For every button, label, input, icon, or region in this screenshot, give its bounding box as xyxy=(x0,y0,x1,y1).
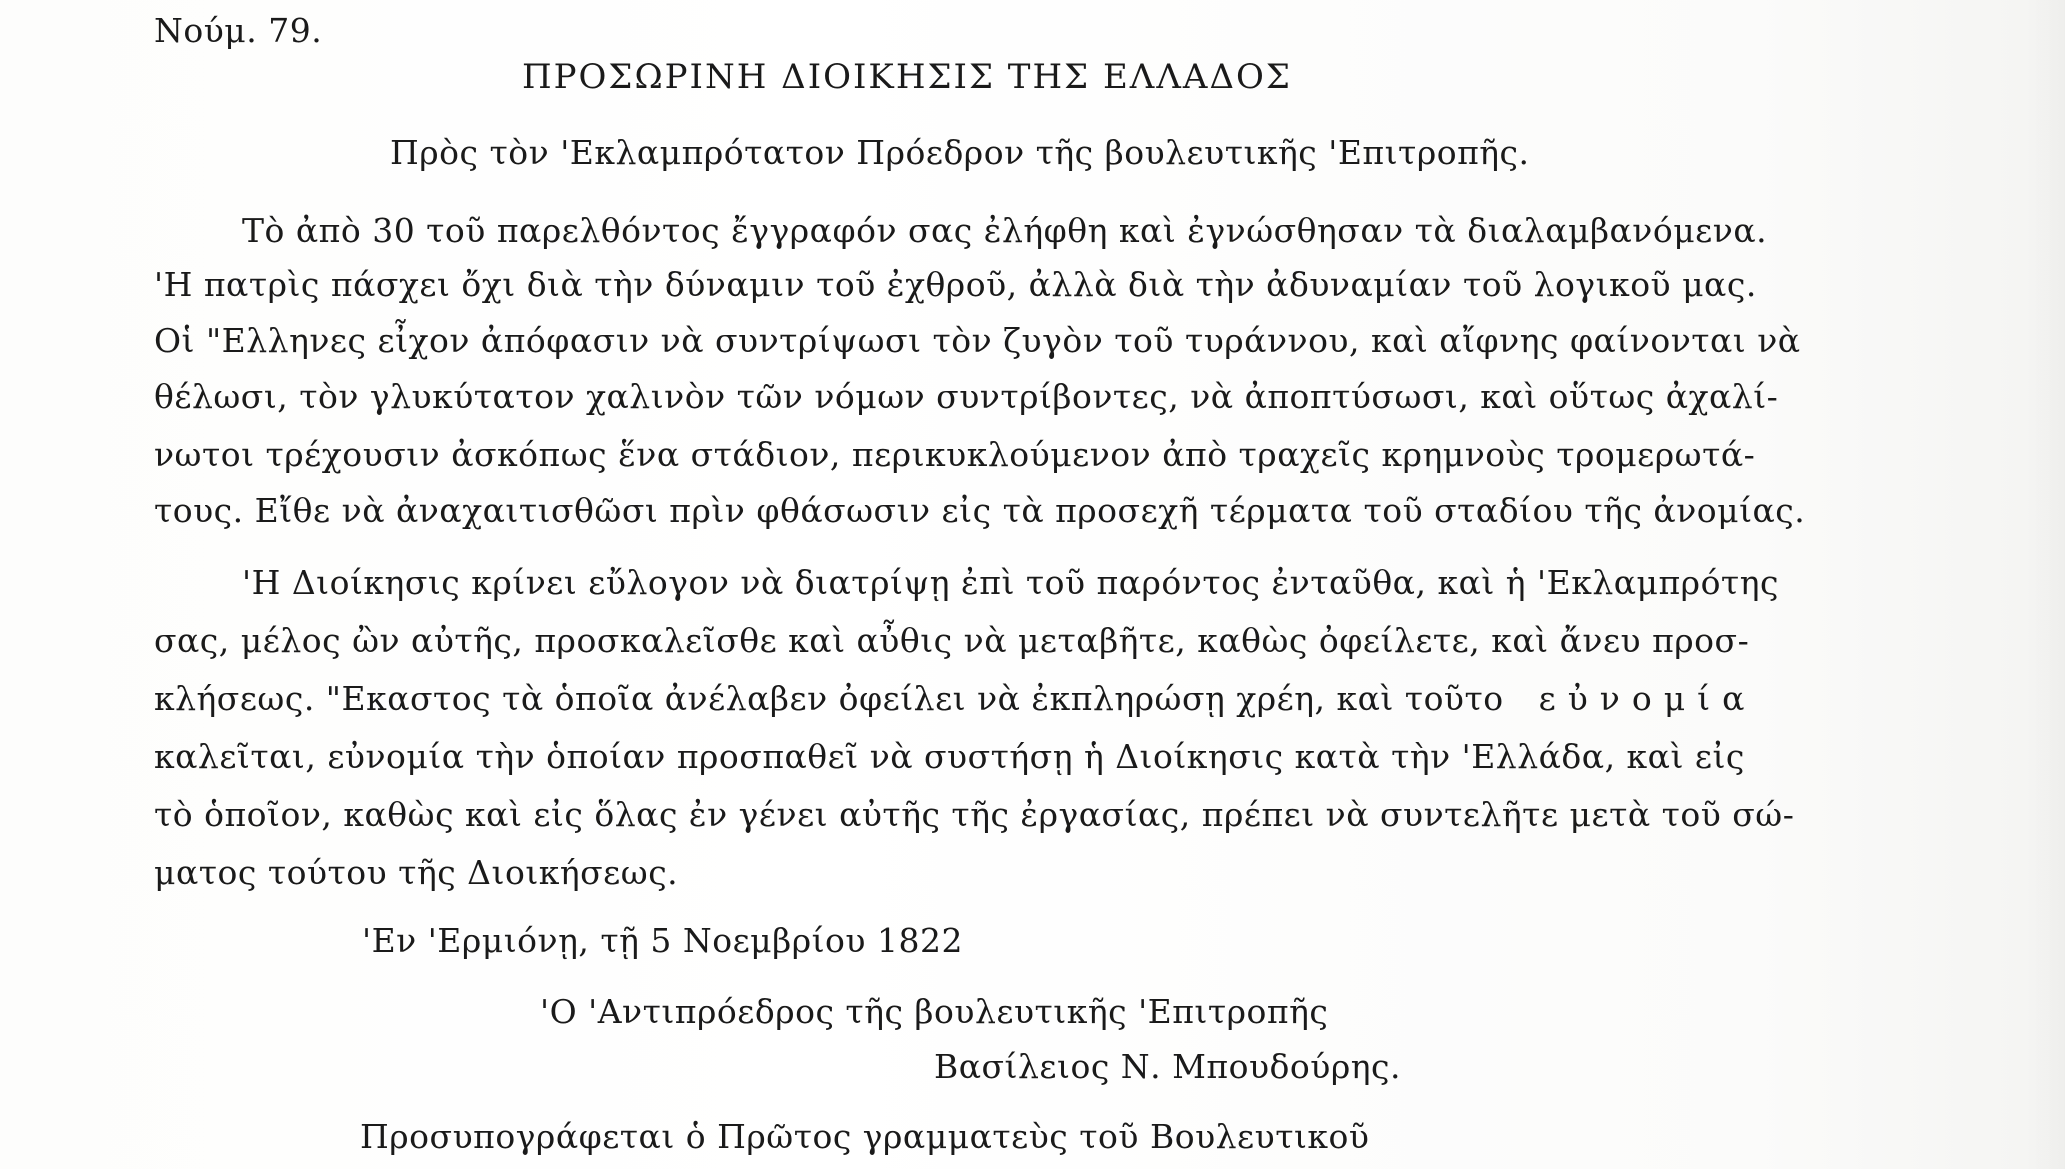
paragraph-1-line-6: τους. Εἴθε νὰ ἀναχαιτισθῶσι πρὶν φθάσωσιν εἰς τὰ προσεχῆ τέρματα τοῦ σταδίου τῆς ἀνομίας. xyxy=(154,491,1806,530)
document-heading: ΠΡΟΣΩΡΙΝΗ ΔΙΟΙΚΗΣΙΣ ΤΗΣ ΕΛΛΑΔΟΣ xyxy=(522,57,1292,97)
signer-name: Βασίλειος Ν. Μπουδούρης. xyxy=(934,1047,1401,1086)
paragraph-2-line-3 xyxy=(154,679,1757,718)
place-date: 'Εν 'Ερμιόνῃ, τῇ 5 Νοεμβρίου 1822 xyxy=(362,921,963,960)
paragraph-1-line-4: θέλωσι, τὸν γλυκύτατον χαλινὸν τῶν νόμων συντρίβοντες, νὰ ἀποπτύσωσι, καὶ οὕτως ἀχαλί- xyxy=(154,377,1779,416)
paragraph-1-line-1: Τὸ ἀπὸ 30 τοῦ παρελθόντος ἔγγραφόν σας ἐλήφθη καὶ ἐγνώσθησαν τὰ διαλαμβανόμενα. xyxy=(242,211,1768,250)
paragraph-1-line-5: νωτοι τρέχουσιν ἀσκόπως ἕνα στάδιον, περικυκλούμενον ἀπὸ τραχεῖς κρημνοὺς τρομερωτά- xyxy=(154,435,1756,474)
countersign-line: Προσυπογράφεται ὁ Πρῶτος γραμματεὺς τοῦ Βουλευτικοῦ xyxy=(360,1117,1370,1156)
signer-role: 'Ο 'Αντιπρόεδρος τῆς βουλευτικῆς 'Επιτροπῆς xyxy=(540,992,1329,1031)
paragraph-1-line-2: 'Η πατρὶς πάσχει ὄχι διὰ τὴν δύναμιν τοῦ ἐχθροῦ, ἀλλὰ διὰ τὴν ἀδυναμίαν τοῦ λογικοῦ μας. xyxy=(154,265,1757,304)
paragraph-2-line-5: τὸ ὁποῖον, καθὼς καὶ εἰς ὅλας ἐν γένει αὐτῆς τῆς ἐργασίας, πρέπει νὰ συντελῆτε μετὰ τοῦ σώ- xyxy=(154,795,1795,834)
spaced-word: εὐνομία xyxy=(1538,679,1757,718)
paragraph-2-line-3-text: κλήσεως. "Εκαστος τὰ ὁποῖα ἀνέλαβεν ὀφείλει νὰ ἐκπληρώσῃ χρέη, καὶ τοῦτο xyxy=(154,679,1504,718)
document-number: Νούμ. 79. xyxy=(154,11,323,50)
paragraph-2-line-2: σας, μέλος ὢν αὐτῆς, προσκαλεῖσθε καὶ αὖθις νὰ μεταβῆτε, καθὼς ὀφείλετε, καὶ ἄνευ προσ- xyxy=(154,621,1750,660)
paragraph-1-line-3: Οἱ "Ελληνες εἶχον ἀπόφασιν νὰ συντρίψωσι τὸν ζυγὸν τοῦ τυράννου, καὶ αἴφνης φαίνονται νὰ xyxy=(154,321,1801,360)
paragraph-2-line-6: ματος τούτου τῆς Διοικήσεως. xyxy=(154,853,679,892)
paragraph-2-line-4: καλεῖται, εὐνομία τὴν ὁποίαν προσπαθεῖ νὰ συστήσῃ ἡ Διοίκησις κατὰ τὴν 'Ελλάδα, καὶ εἰς xyxy=(154,737,1745,776)
addressee-line: Πρὸς τὸν 'Εκλαμπρότατον Πρόεδρον τῆς βουλευτικῆς 'Επιτροπῆς. xyxy=(390,133,1530,172)
page-edge-shadow xyxy=(2025,0,2065,1169)
paragraph-2-line-1: 'Η Διοίκησις κρίνει εὔλογον νὰ διατρίψῃ ἐπὶ τοῦ παρόντος ἐνταῦθα, καὶ ἡ 'Εκλαμπρότης xyxy=(242,563,1779,602)
